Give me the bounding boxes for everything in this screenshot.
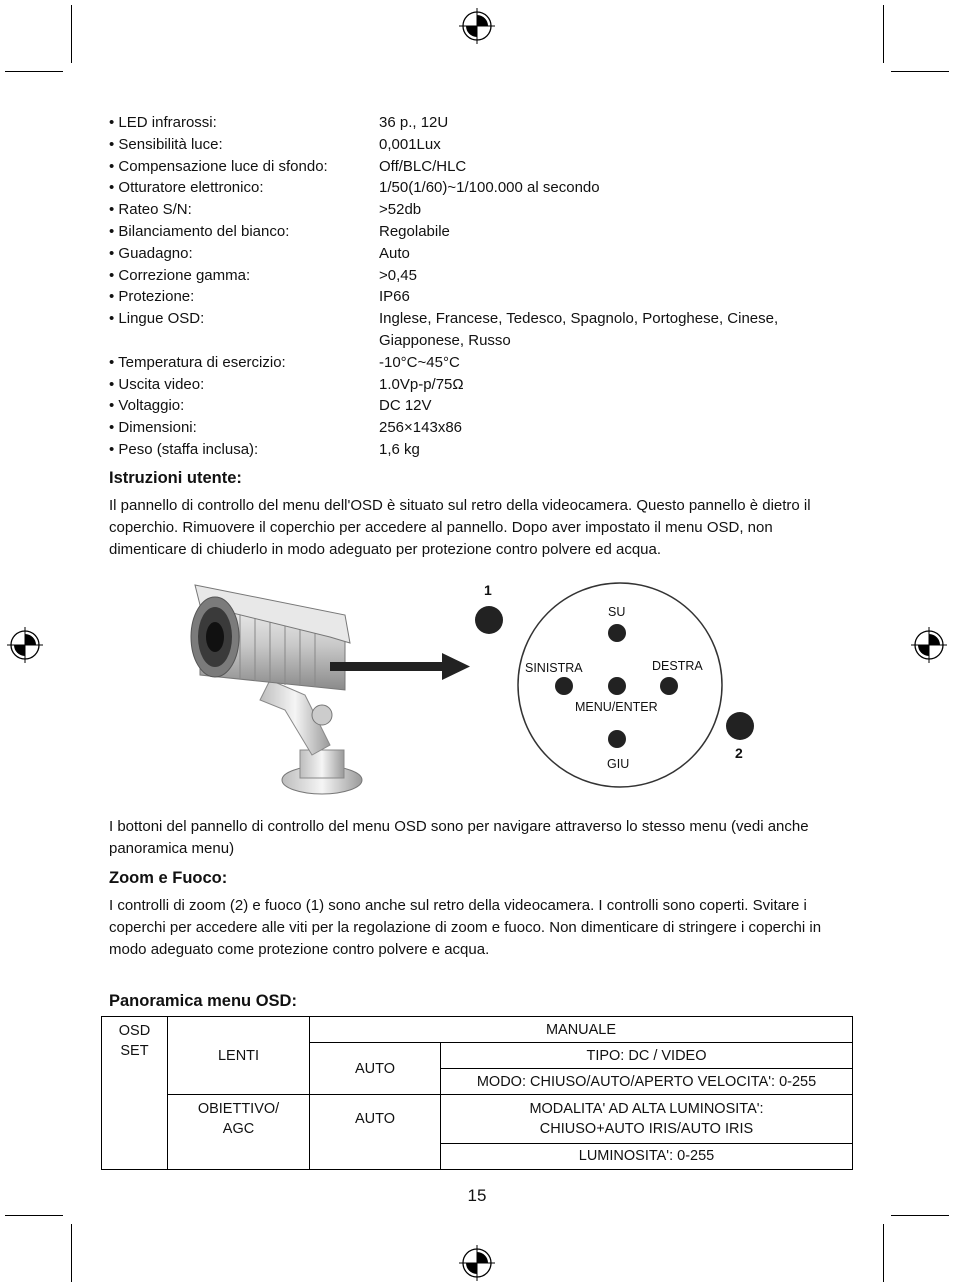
spec-row	[109, 134, 849, 156]
spec-label: • Lingue OSD:	[109, 310, 205, 328]
auto-cell-2: AUTO	[310, 1095, 441, 1170]
zoom-text: I controlli di zoom (2) e fuoco (1) sono anche sul retro della videocamera. I controlli sono coperti. Svitare i coperchi per accedere alle viti per la regolazione di zoom e fuoco. Non dimenticare di stringere i coperchi in modo adeguato come protezione contro polvere e acqua.	[109, 897, 822, 958]
crop-mark	[883, 1224, 884, 1282]
spec-value: Regolabile	[379, 222, 450, 240]
spec-value: Off/BLC/HLC	[379, 157, 467, 175]
spec-row	[109, 308, 849, 352]
spec-label: • Compensazione luce di sfondo:	[109, 157, 328, 175]
spec-value: 36 p., 12U	[379, 114, 449, 131]
spec-row	[109, 286, 849, 308]
spec-row	[109, 199, 849, 221]
spec-value: -10°C~45°C	[379, 353, 460, 371]
button-left-label: SINISTRA	[525, 661, 583, 675]
bottoni-text: I bottoni del pannello di controllo del menu OSD sono per navigare attraverso lo stesso menu (vedi anche panoramica menu)	[109, 818, 809, 857]
registration-mark-icon	[7, 627, 43, 663]
spec-row	[109, 177, 849, 199]
modo-cell: MODO: CHIUSO/AUTO/APERTO VELOCITA': 0-255	[441, 1069, 853, 1095]
spec-label: • Uscita video:	[109, 375, 205, 393]
control-panel-figure	[180, 575, 780, 800]
auto-cell: AUTO	[310, 1043, 441, 1095]
crop-mark	[71, 1224, 72, 1282]
spec-label: • Guadagno:	[109, 244, 193, 262]
zoom-label: 2	[735, 745, 743, 761]
spec-label: • Peso (staffa inclusa):	[109, 440, 259, 458]
spec-list	[109, 112, 849, 461]
spec-row	[109, 265, 849, 287]
spec-row	[109, 439, 849, 461]
page-number: 15	[467, 1186, 487, 1205]
crop-mark	[5, 1215, 63, 1216]
manuale-cell: MANUALE	[310, 1017, 853, 1043]
spec-label: • Voltaggio:	[109, 397, 185, 415]
lenti-cell: LENTI	[168, 1017, 310, 1095]
camera-illustration	[180, 575, 780, 800]
focus-label: 1	[484, 582, 492, 598]
spec-value: 1.0Vp-p/75Ω	[379, 375, 464, 393]
spec-label: • Bilanciamento del bianco:	[109, 222, 290, 240]
spec-label: • Dimensioni:	[109, 419, 197, 437]
spec-value: 0,001Lux	[379, 135, 441, 153]
registration-mark-icon	[459, 8, 495, 44]
istruzioni-text: Il pannello di controllo del menu dell'OSD è situato sul retro della videocamera. Questo pannello è dietro il coperchio. Rimuovere il coperchio per accedere al pannello. Dopo aver impostato il menu OSD, non dimenticare di chiuderlo in modo adeguato per protezione contro polvere ed acqua.	[109, 497, 811, 558]
spec-row	[109, 417, 849, 439]
spec-value: Auto	[379, 244, 410, 262]
crop-mark	[891, 71, 949, 72]
spec-label: • LED infrarossi:	[109, 114, 217, 131]
obiettivo-cell: OBIETTIVO/ AGC	[168, 1095, 310, 1170]
button-center-label: MENU/ENTER	[575, 700, 658, 714]
crop-mark	[883, 5, 884, 63]
button-right-label: DESTRA	[652, 659, 703, 673]
button-down-label: GIU	[607, 757, 630, 771]
spec-value: IP66	[379, 288, 410, 306]
spec-label: • Correzione gamma:	[109, 266, 251, 284]
registration-mark-icon	[911, 627, 947, 663]
osd-set-cell: OSD SET	[102, 1017, 168, 1170]
spec-label: • Temperatura di esercizio:	[109, 353, 286, 371]
registration-mark-icon	[459, 1245, 495, 1281]
spec-label: • Rateo S/N:	[109, 201, 192, 219]
istruzioni-heading: Istruzioni utente:	[109, 469, 242, 487]
spec-label: • Sensibilità luce:	[109, 135, 223, 153]
button-up-label: SU	[608, 605, 626, 619]
spec-row	[109, 374, 849, 396]
spec-row	[109, 395, 849, 417]
spec-row	[109, 221, 849, 243]
crop-mark	[891, 1215, 949, 1216]
spec-row	[109, 112, 849, 134]
spec-value: >0,45	[379, 266, 417, 284]
modalita-cell: MODALITA' AD ALTA LUMINOSITA': CHIUSO+AUTO IRIS/AUTO IRIS	[441, 1095, 853, 1143]
tipo-cell: TIPO: DC / VIDEO	[441, 1043, 853, 1069]
zoom-heading: Zoom e Fuoco:	[109, 869, 228, 887]
crop-mark	[5, 71, 63, 72]
spec-row	[109, 352, 849, 374]
spec-row	[109, 156, 849, 178]
osd-menu-table	[101, 1016, 853, 1170]
spec-row	[109, 243, 849, 265]
spec-value: 1/50(1/60)~1/100.000 al secondo	[379, 179, 600, 197]
spec-value: 1,6 kg	[379, 440, 420, 458]
spec-value: 256×143x86	[379, 419, 462, 437]
panoramica-heading: Panoramica menu OSD:	[109, 992, 297, 1010]
spec-label: • Otturatore elettronico:	[109, 179, 264, 197]
spec-value: Inglese, Francese, Tedesco, Spagnolo, Portoghese, Cinese, Giapponese, Russo	[379, 310, 779, 349]
luminosita-cell: LUMINOSITA': 0-255	[441, 1143, 853, 1169]
spec-label: • Protezione:	[109, 288, 195, 306]
crop-mark	[71, 5, 72, 63]
spec-value: DC 12V	[379, 397, 432, 415]
spec-value: >52db	[379, 201, 422, 219]
